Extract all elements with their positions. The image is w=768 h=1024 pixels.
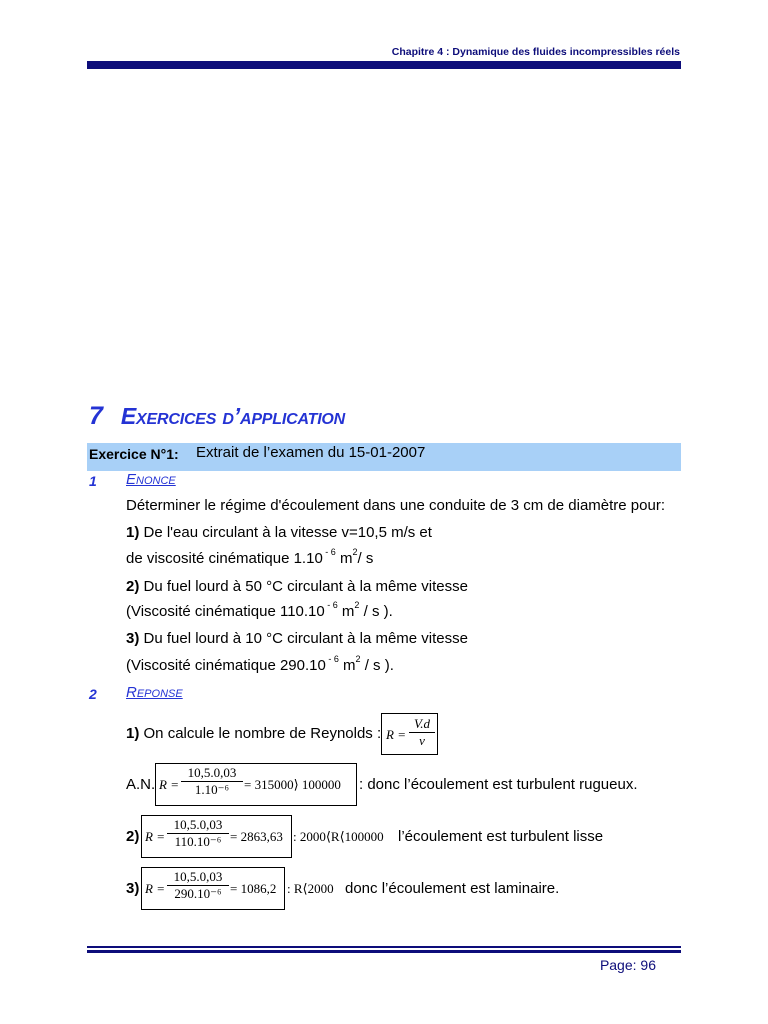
item-1-visc-unit: m bbox=[335, 550, 353, 567]
exercise-label: Exercice N°1: bbox=[89, 446, 179, 462]
r2-label bbox=[126, 828, 139, 845]
an-lhs-text: R = bbox=[159, 777, 179, 792]
header-rule bbox=[87, 61, 681, 69]
enonce-item-2-viscosity bbox=[126, 600, 393, 620]
r2-denominator: 110.10⁻⁶ bbox=[174, 834, 222, 849]
r2-conclusion: l’écoulement est turbulent lisse bbox=[398, 828, 604, 845]
enonce-item-1 bbox=[126, 524, 432, 541]
r2-result: = 2863,63 bbox=[230, 829, 283, 844]
item-1-visc-unit-tail: / s bbox=[357, 550, 374, 567]
reynolds-lhs: R = bbox=[386, 727, 406, 742]
footer-rule-thin bbox=[87, 946, 681, 948]
reponse-heading: Reponse bbox=[126, 684, 183, 701]
enonce-item-3-viscosity bbox=[126, 654, 394, 674]
an-numerator: 10,5.0,03 bbox=[187, 765, 237, 780]
enonce-item-2 bbox=[126, 578, 468, 595]
r2-label-text: 2) bbox=[126, 828, 140, 845]
item-3-visc-text: (Viscosité cinématique 290.10 bbox=[126, 657, 326, 674]
exercise-source: Extrait de l’examen du 15-01-2007 bbox=[196, 444, 426, 461]
item-2-visc-unit: m bbox=[337, 603, 355, 620]
item-3-visc-unit-tail: / s ). bbox=[360, 657, 394, 674]
section-title: Exercices d’application bbox=[120, 403, 346, 429]
item-2-visc-unit-tail: / s ). bbox=[359, 603, 393, 620]
item-3-visc-unit: m bbox=[338, 657, 356, 674]
reynolds-numerator: V.d bbox=[413, 716, 430, 731]
page-number: Page: 96 bbox=[599, 957, 656, 973]
r2-fraction bbox=[167, 817, 229, 850]
section-heading bbox=[89, 402, 345, 431]
item-1-visc-unit-exp: 2 bbox=[352, 547, 358, 557]
enonce-item-3 bbox=[126, 630, 468, 647]
chapter-header: Chapitre 4 : Dynamique des fluides incompressibles réels bbox=[391, 46, 680, 58]
enonce-heading: Enonce bbox=[126, 471, 176, 488]
an-result: = 315000⟩ 100000 bbox=[244, 777, 341, 792]
reponse-line-1 bbox=[126, 725, 381, 742]
item-2-visc-exponent: - 6 bbox=[324, 600, 338, 610]
section-number: 7 bbox=[89, 402, 103, 430]
r3-formula-box bbox=[141, 867, 285, 910]
r2-lhs: R = bbox=[145, 829, 165, 844]
r3-lhs: R = bbox=[145, 881, 165, 896]
item-2-label: 2) bbox=[126, 578, 140, 595]
enonce-intro: Déterminer le régime d'écoulement dans une conduite de 3 cm de diamètre pour: bbox=[126, 497, 665, 514]
r3-fraction bbox=[167, 869, 229, 902]
reynolds-formula-box bbox=[381, 713, 438, 755]
r2-condition: : 2000⟨R⟨100000 bbox=[293, 829, 384, 844]
footer-rule-thick bbox=[87, 950, 681, 953]
an-lhs bbox=[159, 777, 179, 793]
item-2-text: Du fuel lourd à 50 °C circulant à la même vitesse bbox=[139, 578, 468, 595]
r3-conclusion: donc l’écoulement est laminaire. bbox=[345, 880, 560, 897]
item-3-visc-unit-exp: 2 bbox=[355, 654, 361, 664]
item-3-visc-exponent: - 6 bbox=[325, 654, 339, 664]
item-1-text: De l'eau circulant à la vitesse v=10,5 m/s et bbox=[139, 524, 432, 541]
r3-label-text: 3) bbox=[126, 880, 140, 897]
item-1-label: 1) bbox=[126, 524, 140, 541]
an-formula-box bbox=[155, 763, 357, 806]
r3-label bbox=[126, 880, 139, 897]
reynolds-fraction bbox=[409, 716, 435, 749]
an-conclusion: : donc l’écoulement est turbulent rugueux. bbox=[359, 776, 638, 793]
r1-label: 1) bbox=[126, 725, 140, 742]
r1-text: On calcule le nombre de Reynolds : bbox=[139, 725, 382, 742]
item-1-visc-exponent: - 6 bbox=[322, 547, 336, 557]
an-label: A.N. bbox=[126, 776, 156, 793]
enonce-item-1-viscosity bbox=[126, 547, 374, 567]
enonce-number: 1 bbox=[89, 473, 97, 489]
reynolds-denominator: ν bbox=[419, 733, 425, 748]
r2-numerator: 10,5.0,03 bbox=[173, 817, 223, 832]
item-3-text: Du fuel lourd à 10 °C circulant à la même vitesse bbox=[139, 630, 468, 647]
item-1-visc-text: de viscosité cinématique 1.10 bbox=[126, 550, 323, 567]
r3-condition: : R⟨2000 bbox=[287, 881, 334, 896]
item-3-label: 3) bbox=[126, 630, 140, 647]
an-denominator: 1.10⁻⁶ bbox=[194, 782, 230, 797]
item-2-visc-text: (Viscosité cinématique 110.10 bbox=[126, 603, 325, 620]
r3-denominator: 290.10⁻⁶ bbox=[174, 886, 222, 901]
reponse-number: 2 bbox=[89, 686, 97, 702]
r3-numerator: 10,5.0,03 bbox=[173, 869, 223, 884]
an-fraction bbox=[181, 765, 243, 798]
item-2-visc-unit-exp: 2 bbox=[354, 600, 360, 610]
r3-result: = 1086,2 bbox=[230, 881, 277, 896]
r2-formula-box bbox=[141, 815, 292, 858]
